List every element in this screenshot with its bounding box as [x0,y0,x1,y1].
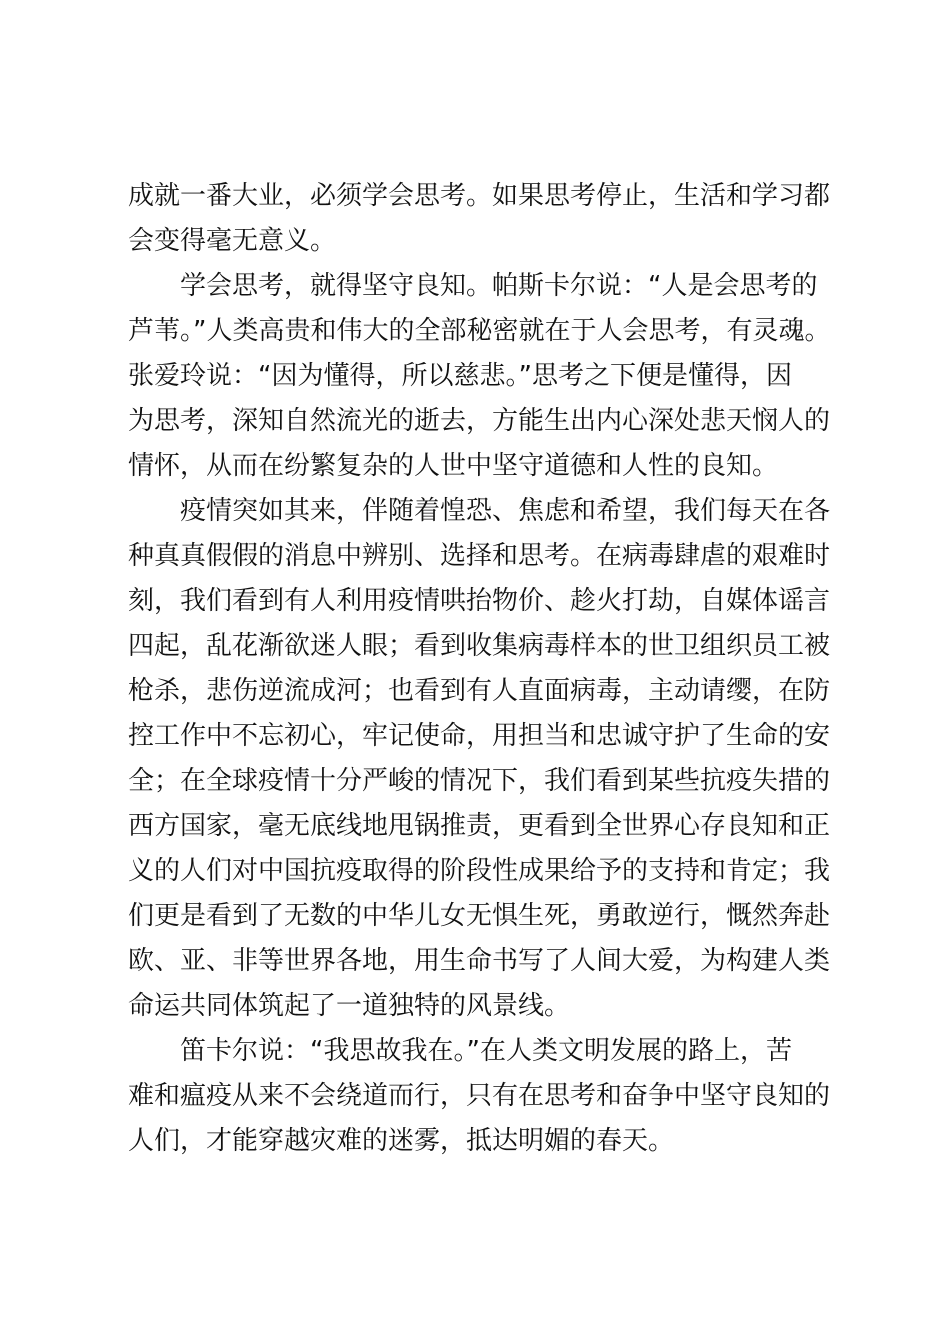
text-line: 情怀，从而在纷繁复杂的人世中坚守道德和人性的良知。 [128,451,779,481]
paragraph-2 [128,264,848,489]
text-line: 枪杀，悲伤逆流成河；也看到有人直面病毒，主动请缨，在防 [128,676,831,706]
text-line: 刻，我们看到有人利用疫情哄抬物价、趁火打劫，自媒体谣言 [128,586,831,616]
text-line: 人们，才能穿越灾难的迷雾，抵达明媚的春天。 [128,1126,675,1156]
paragraph-4 [128,1029,848,1164]
text-line: 四起，乱花渐欲迷人眼；看到收集病毒样本的世卫组织员工被 [128,631,831,661]
text-line: 种真真假假的消息中辨别、选择和思考。在病毒肆虐的艰难时 [128,541,831,571]
text-line: 疫情突如其来，伴随着惶恐、焦虑和希望，我们每天在各 [180,496,831,526]
text-line: 欧、亚、非等世界各地，用生命书写了人间大爱，为构建人类 [128,946,831,976]
text-line: 笛卡尔说：“我思故我在。”在人类文明发展的路上，苦 [180,1036,792,1066]
text-line: 控工作中不忘初心，牢记使命，用担当和忠诚守护了生命的安 [128,721,831,751]
document-body [128,174,848,1164]
paragraph-3 [128,489,848,1029]
text-line: 们更是看到了无数的中华儿女无惧生死，勇敢逆行，慨然奔赴 [128,901,831,931]
text-line: 难和瘟疫从来不会绕道而行，只有在思考和奋争中坚守良知的 [128,1081,831,1111]
text-line: 张爱玲说：“因为懂得，所以慈悲。”思考之下便是懂得，因 [128,361,792,391]
paragraph-1 [128,174,848,264]
text-line: 命运共同体筑起了一道独特的风景线。 [128,991,571,1021]
text-line: 成就一番大业，必须学会思考。如果思考停止，生活和学习都 [128,181,831,211]
text-line: 西方国家，毫无底线地甩锅推责，更看到全世界心存良知和正 [128,811,831,841]
text-line: 芦苇。”人类高贵和伟大的全部秘密就在于人会思考，有灵魂。 [128,316,831,346]
text-line: 义的人们对中国抗疫取得的阶段性成果给予的支持和肯定；我 [128,856,831,886]
text-line: 学会思考，就得坚守良知。帕斯卡尔说：“人是会思考的 [180,271,818,301]
text-line: 会变得毫无意义。 [128,226,337,256]
text-line: 全；在全球疫情十分严峻的情况下，我们看到某些抗疫失措的 [128,766,831,796]
text-line: 为思考，深知自然流光的逝去，方能生出内心深处悲天悯人的 [128,406,831,436]
